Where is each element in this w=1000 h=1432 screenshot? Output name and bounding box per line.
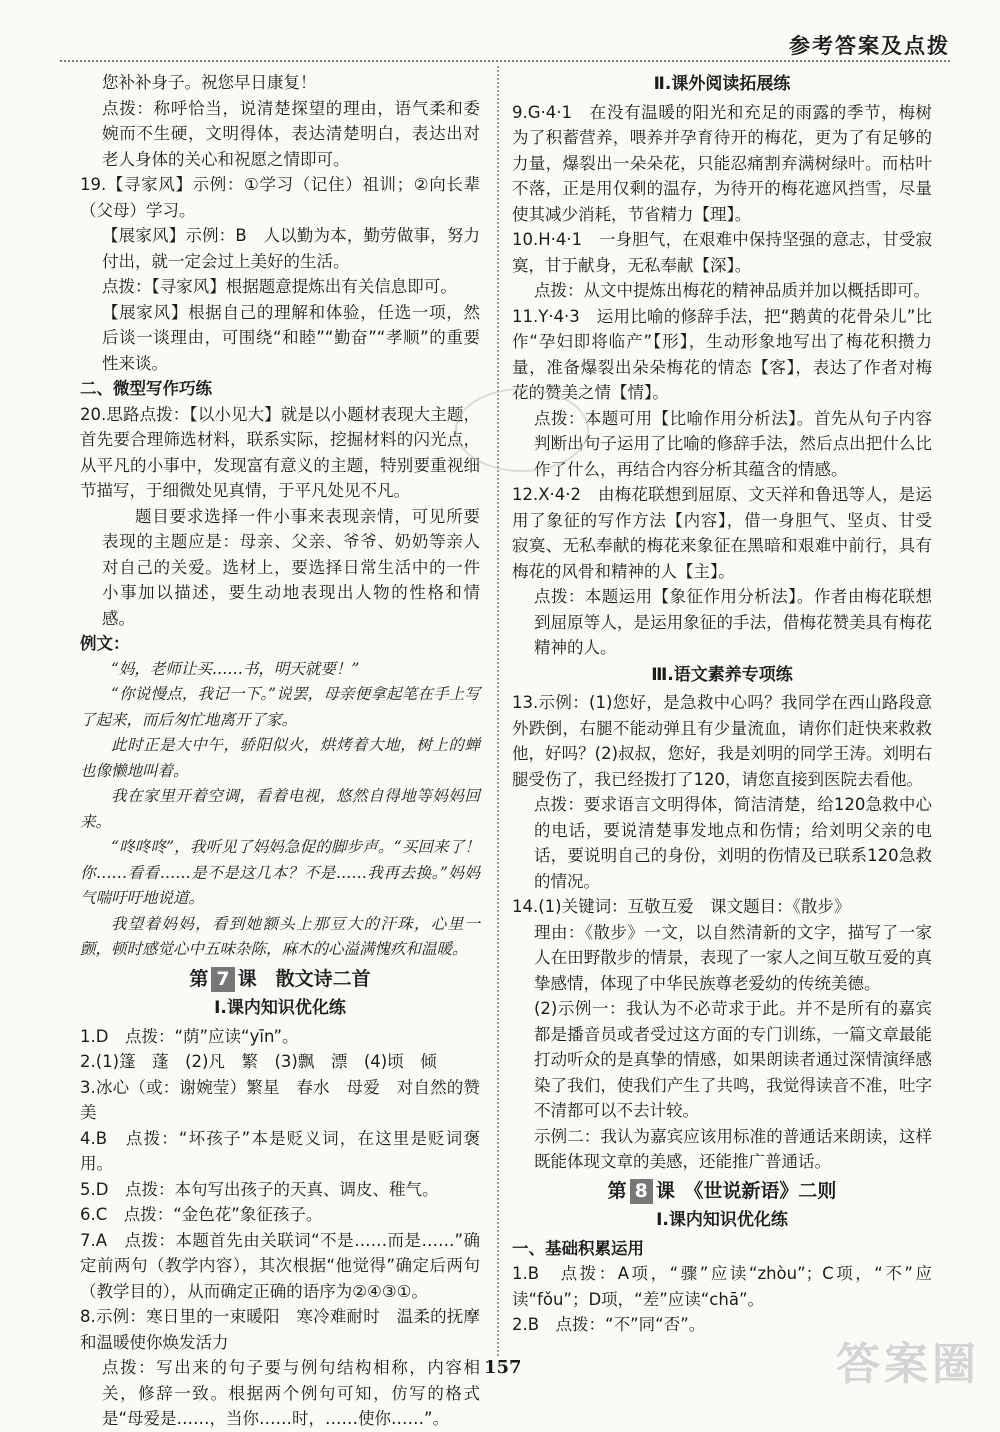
- header-title: 参考答案及点拨: [789, 34, 950, 58]
- answer-19-hint: 点拨：【寻家风】根据题意提炼出有关信息即可。: [102, 277, 457, 296]
- answer-10-hint: 点拨：从文中提炼出梅花的精神品质并加以概括即可。: [534, 281, 930, 300]
- essay-paragraph: 我望着妈妈，看到她额头上那豆大的汗珠，心里一颤，顿时感觉心中五味杂陈，麻木的心溢满愧疚和温暖。: [80, 914, 480, 958]
- answer-13: 13.示例：(1)您好，是急救中心吗？我同学在西山路段意外跌倒，右腿不能动弹且有少量流血，请你们赶快来救救他，好吗？(2)叔叔，您好，我是刘明的同学王涛。刘明右腿受伤了，我已经拨打了120，请您直接到医院去看他。: [512, 693, 932, 789]
- answer-12: 12.X·4·2 由梅花联想到屈原、文天祥和鲁迅等人，是运用了象征的写作方法【内容】，借一身胆气、坚贞、甘受寂寞、无私奉献的梅花来象征在黑暗和艰难中前行，具有梅花的风骨和精神的人【主】。: [512, 485, 932, 581]
- answer-4: 4.B 点拨：“坏孩子”本是贬义词，在这里是贬词褒用。: [80, 1128, 480, 1173]
- answer-11-hint: 点拨：本题可用【比喻作用分析法】。首先从句子内容判断出句子运用了比喻的修辞手法，然后点出把什么比作了什么，再结合内容分析其蕴含的情感。: [534, 408, 932, 479]
- answer-13-hint: 点拨：要求语言文明得体，简洁清楚，给120急救中心的电话，要说清楚事发地点和伤情；给刘明父亲的电话，要说明自己的身份，刘明的伤情及已联系120急救的情况。: [534, 795, 932, 891]
- essay-paragraph: 此时正是大中午，骄阳似火，烘烤着大地，树上的蝉也像懒地叫着。: [80, 736, 480, 780]
- answer-7: 7.A 点拨：本题首先由关联词“不是……而是……”确定前两句（教学内容），其次根据“他觉得”确定后两句（教学目的），从而确定正确的语序为②④③①。: [80, 1230, 480, 1301]
- page-number: 157: [484, 1357, 522, 1378]
- answer-8-hint: 点拨：写出来的句子要与例句结构相称，内容相关，修辞一致。根据两个例句可知，仿写的格式是“母爱是……，当你……时，……使你……”。: [102, 1358, 480, 1428]
- answer-12-hint: 点拨：本题运用【象征作用分析法】。作者由梅花联想到屈原等人，是运用象征的手法，借梅花赞美具有梅花精神的人。: [534, 587, 932, 657]
- answer-10: 10.H·4·1 一身胆气，在艰难中保持坚强的意志，甘受寂寞，甘于献身，无私奉献【深】。: [512, 230, 932, 275]
- essay-paragraph: 我在家里开着空调，看着电视，悠然自得地等妈妈回来。: [80, 787, 480, 831]
- column-divider: [497, 66, 499, 1356]
- answer-5: 5.D 点拨：本句写出孩子的天真、调皮、稚气。: [80, 1179, 439, 1199]
- essay-paragraph: “妈，老师让买……书，明天就要！”: [111, 659, 360, 678]
- lesson-7-title: 第 7 课 散文诗二首: [80, 967, 480, 993]
- answer-3: 3.冰心（或：谢婉莹）繁星 春水 母爱 对自然的赞美: [80, 1077, 480, 1122]
- answer-14-d: 示例二：我认为嘉宾应该用标准的普通话来朗读，这样既能体现文章的美感，还能推广普通话。: [534, 1126, 932, 1171]
- answer-9: 9.G·4·1 在没有温暖的阳光和充足的雨露的季节，梅树为了积蓄营养，喂养并孕育待开的梅花，更为了有足够的力量，爆裂出一朵朵花，只能忍痛割弃满树绿叶。而枯叶不落，正是用仅剩的温存，为待开的梅花遮风挡雪，尽量使其减少消耗，节省精力【理】。: [512, 102, 932, 224]
- answer-1: 1.D 点拨：“荫”应读“yīn”。: [80, 1026, 299, 1046]
- answer-14: 14.(1)关键词：互敬互爱 课文题目：《散步》: [512, 897, 851, 916]
- section-heading: Ⅲ.语文素养专项练: [651, 664, 793, 685]
- answer-19: 19.【寻家风】示例：①学习（记住）祖训；②向长辈（父母）学习。: [80, 175, 480, 220]
- answer-2: 2.(1)篷 蓬 (2)凡 繁 (3)飘 漂 (4)顷 倾: [80, 1052, 437, 1071]
- answer-20: 20.思路点拨：【以小见大】就是以小题材表现大主题，首先要合理筛选材料，联系实际，挖掘材料的闪光点，从平凡的小事中，发现富有意义的主题，特别要重视细节描写，于细微处见真情，于平凡处见不凡。: [80, 404, 480, 500]
- example-label: 例文：: [80, 634, 130, 653]
- answer-19-b: 【展家风】示例：B 人以勤为本，勤劳做事，努力付出，就一定会过上美好的生活。: [102, 226, 480, 271]
- answer-6: 6.C 点拨：“金色花”象征孩子。: [80, 1205, 323, 1224]
- answer-14-b: 理由：《散步》一文，以自然清新的文字，描写了一家人在田野散步的情景，表现了一家人之间互敬互爱的真挚感情，体现了中华民族尊老爱幼的传统美德。: [534, 922, 932, 993]
- left-column: [80, 70, 480, 1432]
- stamp-mark: [455, 388, 589, 472]
- section-heading: Ⅱ.课外阅读拓展练: [653, 74, 791, 94]
- section-heading: 二、微型写作巧练: [80, 379, 212, 398]
- section-heading: Ⅰ.课内知识优化练: [214, 998, 346, 1018]
- watermark-logo: 答案圈: [836, 1339, 980, 1390]
- right-column: [512, 70, 932, 1338]
- answer-11: 11.Y·4·3 运用比喻的修辞手法，把“鹅黄的花骨朵儿”比作“孕妇即将临产”【形】，生动形象地写出了梅花积攒力量，准备爆裂出朵朵梅花的情态【客】，表达了作者对梅花的赞美之情【情】。: [512, 306, 932, 402]
- essay-paragraph: “你说慢点，我记一下。”说罢，母亲便拿起笔在手上写了起来，而后匆忙地离开了家。: [80, 685, 480, 729]
- answer-20-b: 题目要求选择一件小事来表现亲情，可见所要表现的主题应是：母亲、父亲、爷爷、奶奶等亲人对自己的关爱。选材上，要选择日常生活中的一件小事加以描述，要生动地表现出人物的性格和情感。: [102, 506, 480, 628]
- answer-8: 8.示例：寒日里的一束暖阳 寒冷难耐时 温柔的抚摩和温暖使你焕发活力: [80, 1307, 480, 1352]
- lesson-number: 8: [630, 1179, 653, 1205]
- answer-19-d: 【展家风】根据自己的理解和体验，任选一项，然后谈一谈理由，可围绕“和睦”“勤奋”“孝顺”的重要性来谈。: [102, 302, 480, 373]
- lesson-number: 7: [211, 967, 234, 993]
- answer-b1: 1.B 点拨：A项，“骤”应读“zhòu”；C项，“不”应读“fǒu”；D项，“差”应读“chā”。: [512, 1264, 932, 1309]
- page-header: [60, 28, 950, 62]
- hint-text: 点拨：称呼恰当，说清楚探望的理由，语气柔和委婉而不生硬，文明得体，表达清楚明白，表达出对老人身体的关心和祝愿之情即可。: [102, 98, 480, 169]
- answer-b2: 2.B 点拨：“不”同“否”。: [512, 1315, 706, 1334]
- essay-paragraph: “咚咚咚”，我听见了妈妈急促的脚步声。“买回来了！你……看看……是不是这几本？不是……我再去换。”妈妈气喘吁吁地说道。: [80, 838, 480, 907]
- answer-14-c: (2)示例一：我认为不必苛求于此。并不是所有的嘉宾都是播音员或者受过这方面的专门训练，一篇文章最能打动听众的是真挚的情感，如果朗读者通过深情演绎感染了我们，使我们产生了共鸣，我觉得读音不准，吐字不清都可以不去计较。: [534, 999, 932, 1120]
- lesson-8-title: 第 8 课 《世说新语》二则: [512, 1179, 932, 1205]
- subsection-heading: 一、基础积累运用: [512, 1238, 644, 1258]
- section-heading: Ⅰ.课内知识优化练: [656, 1210, 788, 1230]
- text-line: 您补补身子。祝您早日康复！: [102, 73, 317, 92]
